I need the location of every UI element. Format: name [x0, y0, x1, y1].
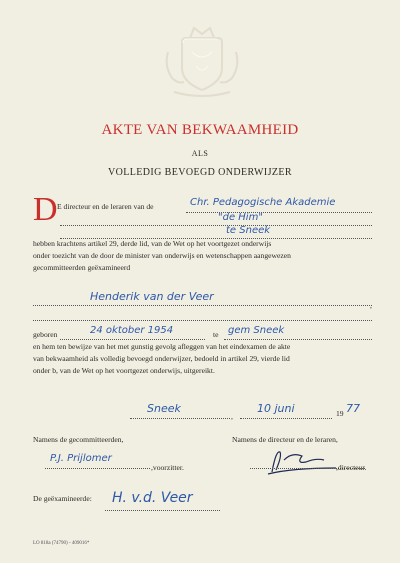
examinee-signature: H. v.d. Veer — [112, 490, 193, 506]
issue-date: 10 juni — [257, 402, 295, 415]
te-label: te — [213, 330, 219, 339]
birth-date-rule — [60, 339, 205, 340]
examinee-name: Henderik van der Veer — [90, 290, 214, 303]
body-line-2: hebben krachtens artikel 29, derde lid, van de Wet op het voortgezet onderwijs — [33, 239, 272, 248]
body-line-4: gecommitteerden geëxamineerd — [33, 263, 131, 272]
body-line-8: onder b, van de Wet op het voortgezet onderwijs, uitgereikt. — [33, 366, 215, 375]
school-name-line2: "de Him" — [218, 212, 263, 223]
year-suffix: 77 — [346, 402, 360, 415]
year-prefix: 19 — [336, 409, 344, 418]
body-line-6: en hem ten bewijze van het met gunstig gevolg afleggen van het eindexamen de akte — [33, 342, 291, 351]
right-signatory-label: Namens de directeur en de leraren, — [232, 435, 338, 444]
school-name-line3: te Sneek — [226, 225, 271, 236]
body-line-7: van bekwaamheid als volledig bevoegd onderwijzer, bedoeld in artikel 29, vierde lid — [33, 354, 290, 363]
date-rule — [240, 418, 332, 419]
school-rule-2 — [60, 225, 372, 226]
voorzitter-label: ,voorzitter. — [151, 463, 184, 472]
directeur-label: ,directeur. — [336, 463, 367, 472]
voorzitter-rule — [45, 468, 150, 469]
document-subtitle: VOLLEDIG BEVOEGD ONDERWIJZER — [108, 167, 292, 178]
name-rule-2 — [33, 320, 372, 321]
coat-of-arms-emboss — [160, 22, 244, 102]
birth-date: 24 oktober 1954 — [90, 325, 174, 336]
geboren-label: geboren — [33, 330, 58, 339]
school-name-line1: Chr. Pedagogische Akademie — [190, 197, 336, 208]
place-rule — [130, 418, 230, 419]
document-title: AKTE VAN BEKWAAMHEID — [101, 122, 299, 138]
name-rule-1 — [33, 305, 372, 306]
voorzitter-signature: P.J. Prijlomer — [50, 453, 112, 464]
birth-place-rule — [224, 339, 372, 340]
place-comma: , — [231, 412, 233, 421]
drop-cap: D — [33, 191, 58, 228]
examinee-label: De geëxamineerde: — [33, 494, 92, 503]
intro-line: E directeur en de leraren van de — [57, 202, 154, 211]
left-signatory-label: Namens de gecommitteerden, — [33, 435, 124, 444]
als-label: ALS — [191, 149, 209, 158]
examinee-rule — [105, 510, 220, 511]
school-rule-1 — [186, 212, 372, 213]
issue-place: Sneek — [147, 402, 181, 415]
name-comma: , — [370, 301, 372, 310]
body-line-3: onder toezicht van de door de minister van onderwijs en wetenschappen aangewezen — [33, 251, 291, 260]
birth-place: gem Sneek — [228, 325, 285, 336]
form-code: LO 818a (74790) - 409016* — [33, 541, 90, 546]
